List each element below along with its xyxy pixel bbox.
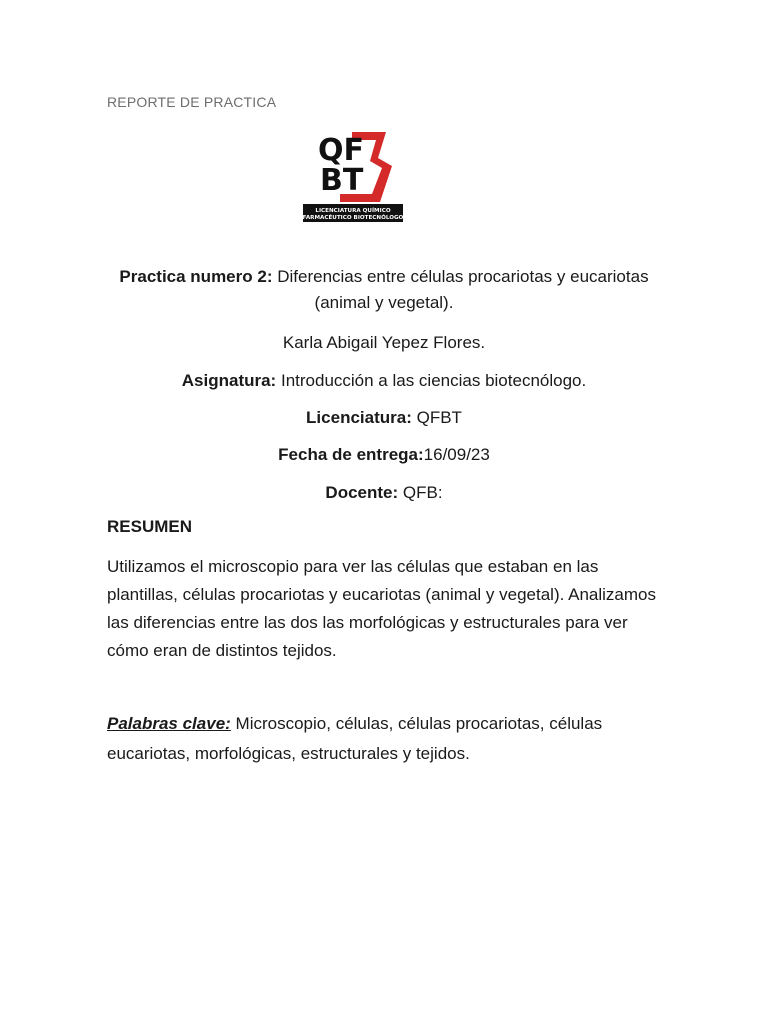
due-date-line [107,442,661,468]
resumen-body: Utilizamos el microscopio para ver las células que estaban en las plantillas, células procariotas y eucariotas (animal y vegetal). Analizamos las diferencias entre las dos las morfológicas y estructurales para ver cómo eran de distintos tejidos. [107,557,656,660]
qfbt-logo [300,128,406,224]
practice-title-value: Diferencias entre células procariotas y eucariotas (animal y vegetal). [277,267,649,312]
teacher-line [107,480,661,506]
due-date-value: 16/09/23 [423,445,490,464]
keywords-paragraph [107,709,667,769]
subject-label: Asignatura: [181,371,277,390]
logo-letters-top: QF [318,133,364,168]
report-header-label: REPORTE DE PRACTICA [107,94,277,110]
degree-label: Licenciatura: [306,408,412,427]
author-name: Karla Abigail Yepez Flores. [282,333,486,352]
keywords-value: Microscopio, células, células procariotas, células eucariotas, morfológicas, estructurales y tejidos. [107,714,603,763]
practice-title [107,264,661,316]
logo-subtitle-line1: LICENCIATURA QUÍMICO [315,208,391,214]
keywords-label: Palabras clave: [107,714,231,733]
logo-letters-bottom: BT [320,163,364,198]
practice-title-label: Practica numero 2: [119,267,273,286]
subject-line [107,368,661,394]
degree-value: QFBT [416,408,462,427]
teacher-label: Docente: [325,483,399,502]
teacher-value: QFB: [402,483,443,502]
logo-subtitle-line2: FARMACÉUTICO BIOTECNÓLOGO [302,215,404,221]
degree-line [107,405,661,431]
due-date-label: Fecha de entrega: [278,445,424,464]
resumen-heading: RESUMEN [107,517,193,536]
subject-value: Introducción a las ciencias biotecnólogo. [280,371,587,390]
